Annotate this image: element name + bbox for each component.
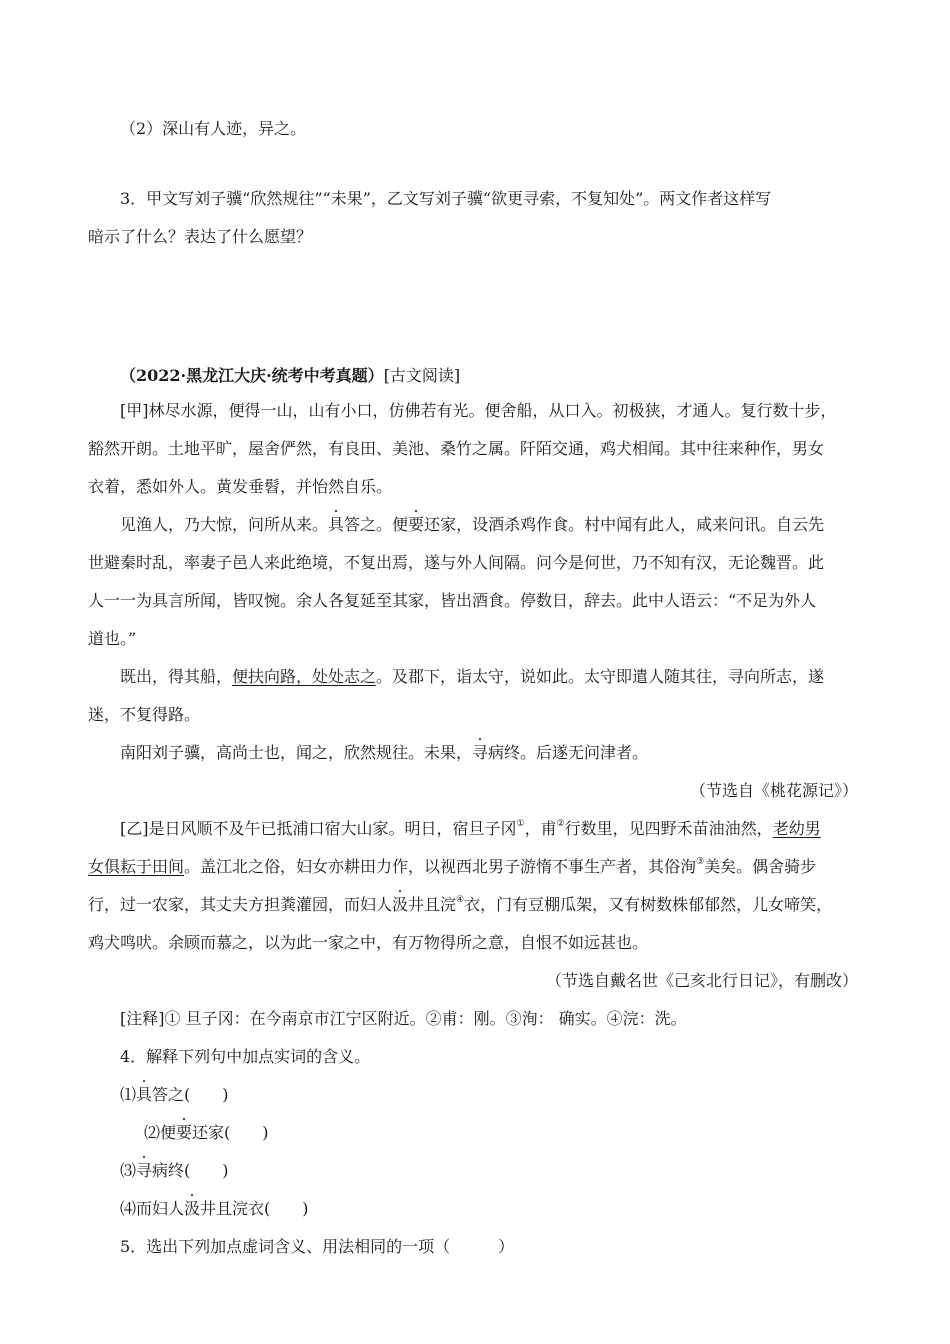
note-marker: ③ xyxy=(696,857,705,867)
q4-item-4 xyxy=(120,1198,309,1220)
jia-p3-line-1 xyxy=(120,666,824,688)
yi-line-3 xyxy=(88,894,832,916)
jia-citation: （节选自《桃花源记》） xyxy=(689,781,858,800)
text-run: ，甫 xyxy=(524,819,557,838)
jia-p2-line-4: 道也。” xyxy=(88,629,137,648)
note-marker: ④ xyxy=(456,895,465,905)
dotted-char: 具 xyxy=(136,1085,153,1104)
note-marker: ① xyxy=(516,819,525,829)
note-marker: ② xyxy=(556,819,565,829)
source-bold: （2022·黑龙江大庆·统考中考真题） xyxy=(120,366,384,385)
text-run: 行，过一农家，其丈夫方担粪灌园，而妇人 xyxy=(88,895,393,914)
text-run: 衣，门有豆棚瓜架，又有树数株郁郁然，儿女啼笑， xyxy=(464,895,833,914)
jia-p4-line xyxy=(120,742,648,764)
text-run: 还家，设酒杀鸡作食。村中闻有此人，咸来问讯。自云先 xyxy=(424,515,825,534)
yi-line-1 xyxy=(120,818,821,840)
yi-line-4: 鸡犬鸣吠。余顾而慕之，以为此一家之中，有万物得所之意，自恨不如远甚也。 xyxy=(88,933,649,952)
text-run: 答之( ) xyxy=(152,1085,229,1104)
q4-item-1 xyxy=(120,1084,229,1106)
jia-p2-line-3: 人一一为具言所闻，皆叹惋。余人各复延至其家，皆出酒食。停数日，辞去。此中人语云：“不足为外人 xyxy=(88,591,817,610)
text-run: ⑶ xyxy=(120,1161,137,1180)
dotted-char: 要 xyxy=(176,1123,193,1142)
dotted-char: 汲 xyxy=(184,1199,201,1218)
text-run: ⑷而妇人 xyxy=(120,1199,185,1218)
jia-p2-line-1 xyxy=(120,514,824,536)
yi-citation: （节选自戴名世《己亥北行日记》，有删改） xyxy=(545,971,858,990)
text-run: [乙]是日风顺不及午已抵浦口宿大山家。明日，宿旦子冈 xyxy=(120,819,517,838)
jia-p1-line-2: 豁然开朗。土地平旷，屋舍俨然，有良田、美池、桑竹之属。阡陌交通，鸡犬相闻。其中往来种作，男女 xyxy=(88,439,825,458)
text-run: 还家( ) xyxy=(192,1123,269,1142)
q3-line-2: 暗示了什么？表达了什么愿望？ xyxy=(88,227,313,246)
jia-p1-line-3: 衣着，悉如外人。黄发垂髫，并怡然自乐。 xyxy=(88,477,393,496)
dotted-char: 要 xyxy=(408,515,425,534)
dotted-char: 寻 xyxy=(136,1161,153,1180)
text-run: ⑵便 xyxy=(144,1123,177,1142)
text-run: 。及郡下，诣太守，说如此。太守即遣人随其往，寻向所志，遂 xyxy=(376,667,825,686)
q2-item: （2）深山有人迹，异之。 xyxy=(120,119,307,138)
yi-line-2 xyxy=(88,856,816,878)
q4-item-3 xyxy=(120,1160,229,1182)
dotted-char: 具 xyxy=(328,515,345,534)
underlined-sentence: 老幼男 xyxy=(772,819,821,838)
text-run: 答之。便 xyxy=(344,515,409,534)
text-run: 病终( ) xyxy=(152,1161,229,1180)
underlined-sentence: 便扶向路，处处志之 xyxy=(232,667,377,686)
dotted-char: 寻 xyxy=(472,743,489,762)
text-run: 病终。后遂无问津者。 xyxy=(488,743,649,762)
source-tag: [古文阅读] xyxy=(383,366,461,385)
source-heading xyxy=(120,365,460,387)
q4-title: 4．解释下列句中加点实词的含义。 xyxy=(120,1047,371,1066)
underlined-sentence: 女俱耘于田间 xyxy=(88,857,185,876)
text-run: 既出，得其船， xyxy=(120,667,233,686)
text-run: 行数里，见四野禾苗油油然， xyxy=(564,819,773,838)
text-run: 见渔人，乃大惊，问所从来。 xyxy=(120,515,329,534)
jia-p3-line-2: 迷，不复得路。 xyxy=(88,705,201,724)
jia-p2-line-2: 世避秦时乱，率妻子邑人来此绝境，不复出焉，遂与外人间隔。问今是何世，乃不知有汉，无论魏晋。此 xyxy=(88,553,825,572)
text-run: 。盖江北之俗，妇女亦耕田力作，以视西北男子游惰不事生产者，其俗洵 xyxy=(184,857,697,876)
text-run: 井且浣衣( ) xyxy=(200,1199,309,1218)
text-run: ⑴ xyxy=(120,1085,137,1104)
dotted-char: 汲 xyxy=(392,895,409,914)
q3-line-1: 3．甲文写刘子骥“欣然规往”“未果”，乙文写刘子骥“欲更寻索，不复知处”。两文作者这样写 xyxy=(120,189,772,208)
text-run: 井且浣 xyxy=(408,895,457,914)
text-run: 南阳刘子骥，高尚士也，闻之，欣然规往。未果， xyxy=(120,743,473,762)
q4-item-2 xyxy=(144,1122,269,1144)
text-run: 美矣。偶舍骑步 xyxy=(704,857,817,876)
q5-title: 5．选出下列加点虚词含义、用法相同的一项（ ） xyxy=(120,1237,515,1256)
annotation-notes: [注释]① 旦子冈：在今南京市江宁区附近。②甫：刚。③洵： 确实。④浣：洗。 xyxy=(120,1009,687,1028)
jia-p1-line-1: [甲]林尽水源，便得一山，山有小口，仿佛若有光。便舍船，从口入。初极狭，才通人。复行数十步， xyxy=(120,401,837,420)
